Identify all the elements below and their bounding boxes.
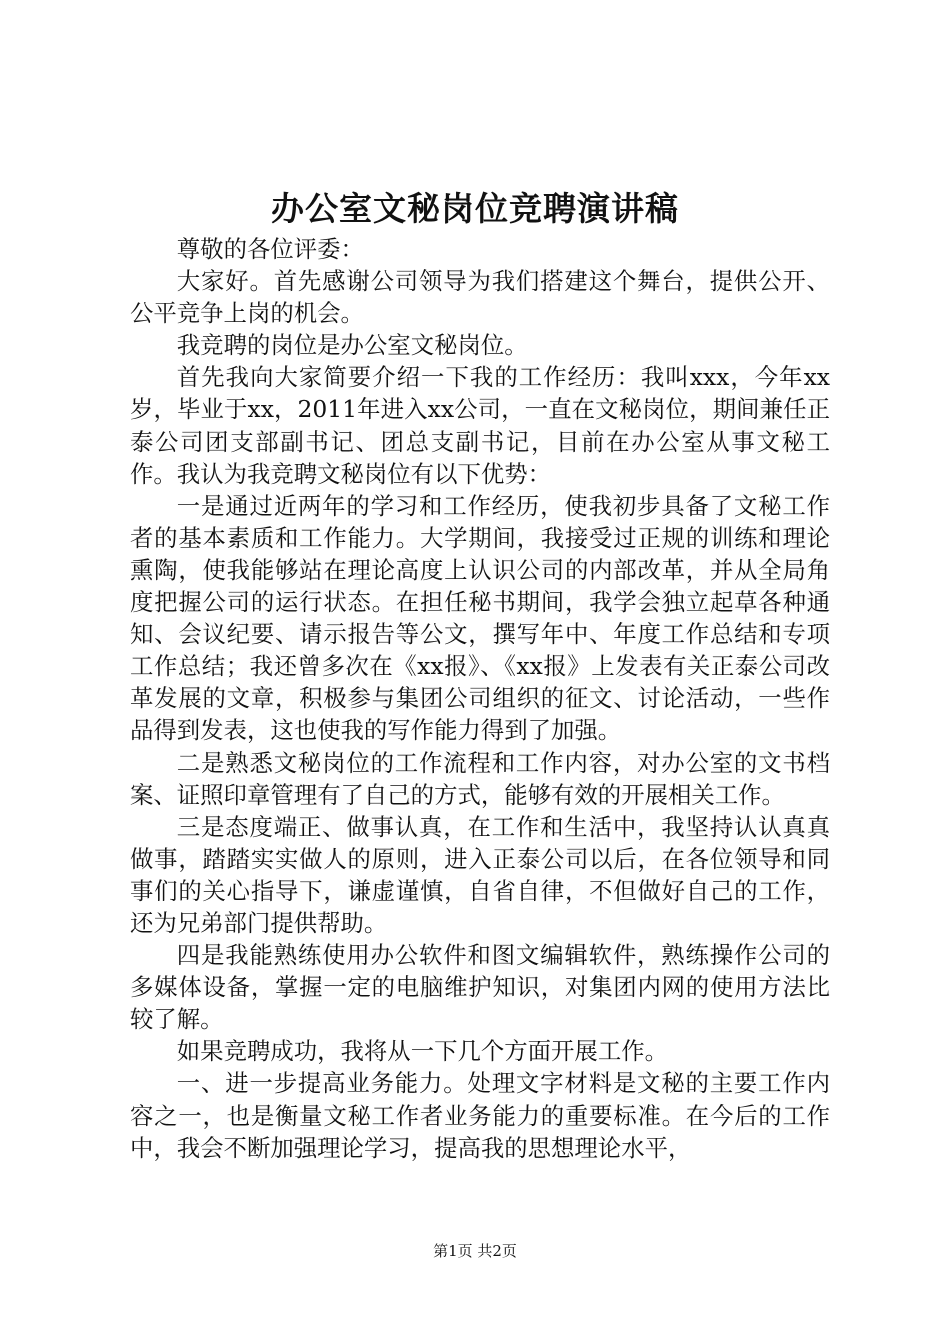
paragraph-greeting: 大家好。首先感谢公司领导为我们搭建这个舞台，提供公开、公平竞争上岗的机会。 [130,267,830,328]
paragraph-advantage-2: 二是熟悉文秘岗位的工作流程和工作内容，对办公室的文书档案、证照印章管理有了自己的方式，能够有效的开展相关工作。 [130,748,830,809]
paragraph-advantage-4: 四是我能熟练使用办公软件和图文编辑软件，熟练操作公司的多媒体设备，掌握一定的电脑维护知识，对集团内网的使用方法比较了解。 [130,941,830,1034]
paragraph-position: 我竞聘的岗位是办公室文秘岗位。 [176,331,528,360]
paragraph-plan-intro: 如果竞聘成功，我将从一下几个方面开展工作。 [176,1037,668,1066]
document-body [130,233,830,1164]
paragraph-salutation: 尊敬的各位评委： [176,235,364,263]
paragraph-advantage-1: 一是通过近两年的学习和工作经历，使我初步具备了文秘工作者的基本素质和工作能力。大学期间，我接受过正规的训练和理论熏陶，使我能够站在理论高度上认识公司的内部改革，并从全局角度把握公司的运行状态。在担任秘书期间，我学会独立起草各种通知、会议纪要、请示报告等公文，撰写年中、年度工作总结和专项工作总结；我还曾多次在《xx报》、《xx报》上发表有关正泰公司改革发展的文章，积极参与集团公司组织的征文、讨论活动，一些作品得到发表，这也使我的写作能力得到了加强。 [130,491,830,745]
page-indicator: 第1页 共2页 [433,1242,517,1260]
document-title: 办公室文秘岗位竞聘演讲稿 [271,189,679,228]
paragraph-plan-1: 一、进一步提高业务能力。处理文字材料是文秘的主要工作内容之一，也是衡量文秘工作者业务能力的重要标准。在今后的工作中，我会不断加强理论学习，提高我的思想理论水平， [130,1069,830,1162]
paragraph-advantage-3: 三是态度端正、做事认真，在工作和生活中，我坚持认认真真做事，踏踏实实做人的原则，进入正泰公司以后，在各位领导和同事们的关心指导下，谦虚谨慎，自省自律，不但做好自己的工作，还为兄弟部门提供帮助。 [130,812,830,937]
paragraph-experience: 首先我向大家简要介绍一下我的工作经历：我叫xxx，今年xx岁，毕业于xx，2011年进入xx公司，一直在文秘岗位，期间兼任正泰公司团支部副书记、团总支副书记，目前在办公室从事文秘工作。我认为我竞聘文秘岗位有以下优势： [130,363,830,488]
